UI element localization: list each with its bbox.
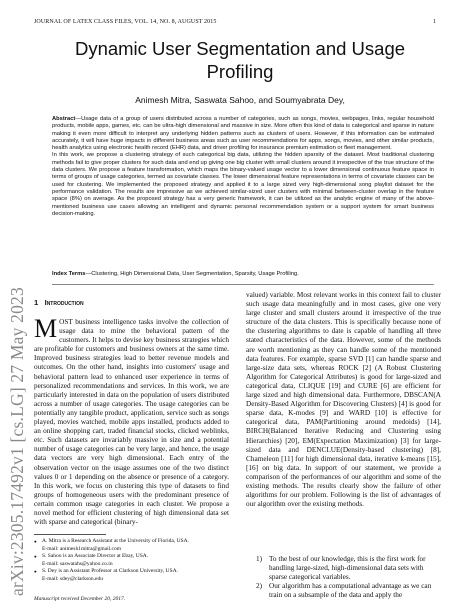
footnote-divider (34, 534, 106, 535)
intro-paragraph: OST business intelligence tasks involve the collection of usage data to mine the behavioral pattern of the customers. It helps to devise key business strategies which are profitable for customers and business owners at the same time. Improved business strategies lead to better revenue models and outcomes. On the other hand, insights into customers' usage and behavioral pattern lead to enhanced user experience in terms of personalized recommendations and services. In this work, we are particularly interested in data on the population of users distributed across a number of usage categories. The usage categories can be potentially any tangible product, application, service such as songs played, movies watched, mobile apps installed, products added to an online shopping cart, traded financial stocks, clicked weblinks, etc. Such datasets are invariably massive in size and a potential number of usage categories can be very large, and hence, the usage data vectors are very high dimensional. Each entry of the observation vector on the usage assumes one of the two distinct values 0 or 1 depending on the absence or presence of a category. In this work, we focus on clustering this type of datasets to find groups of homogeneous users with the predominant presence of certain common usage categories in each cluster. We propose a novel method for efficient clustering of high dimensional data set with sparse and categorical (binary- (34, 318, 229, 527)
left-column (34, 314, 229, 527)
footnote-email[interactable]: E-mail: saswatahs@yahoo.co.in (42, 560, 113, 567)
index-terms (52, 271, 434, 277)
footnote-item (34, 538, 229, 553)
list-item (246, 582, 441, 600)
right-column (246, 291, 441, 509)
section-heading (34, 298, 84, 307)
section-title: Introduction (44, 298, 84, 307)
title-line-1: Dynamic User Segmentation and Usage (74, 38, 406, 59)
index-terms-text: —Clustering, High Dimensional Data, User Segmentation, Sparsity, Usage Profiling. (85, 271, 299, 277)
footnote-email[interactable]: E-mail: animesh1mitra@gmail.com (42, 545, 121, 552)
author-list: Animesh Mitra, Saswata Sahoo, and Soumyabrata Dey, (135, 95, 345, 105)
abstract-paragraph-1: —Usage data of a group of users distributed across a number of categories, such as songs, movies, webpages, links, regular household products, mobile apps, games, etc. can be ultra-high dimensional and massive in size. More often this kind of data is categorical and sparse in nature making it even more difficult to interpret any underlying hidden patterns such as clusters of users. However, if this information can be estimated accurately, it will have huge impacts in different business areas such as user recommendations for apps, songs, movies, and other similar products, health analytics using electronic health record (EHR) data, and driver profiling for insurance premium estimation or fleet management. (52, 116, 434, 152)
footnotes (34, 538, 229, 584)
abstract-divider (52, 284, 434, 285)
drop-cap: M (34, 314, 58, 343)
footnote-email[interactable]: E-mail: sdey@clarkson.edu (42, 575, 103, 582)
bullet-icon: ● (34, 569, 37, 575)
bullet-icon: ● (34, 539, 37, 544)
footnote-affiliation: A. Mitra is a Research Assistant at the University of Florida, USA. (42, 538, 189, 544)
list-number: 2) (255, 582, 262, 591)
list-item (246, 555, 441, 582)
abstract-paragraph-2: In this work, we propose a clustering strategy of such categorical big data, utilizing the hidden sparsity of the dataset. Most traditional clustering methods fail to give proper clusters for such data and end up giving one big cluster with small clusters around it irrespective of the true structure of the data clusters. We propose a feature transformation, which maps the binary-valued usage vector to a lower dimensional continuous feature space in terms of groups of usage categories, termed as covariate classes. The lower dimensional feature representations in terms of covariate classes can be used for clustering. We implemented the proposed strategy and applied it to a large sized very high-dimensional song playlist dataset for the performance validation. The results are impressive as we achieved similar-sized user clusters with minimal between-cluster overlap in the feature space (8%) on average. As the proposed strategy has a very generic framework, it can be utilized as the analytic engine of many of the above-mentioned business use cases allowing an intelligent and dynamic personal recommendation system or a support system for smart business decision-making. (52, 152, 434, 217)
title-line-2: Profiling (206, 61, 274, 82)
section-number: 1 (34, 298, 39, 307)
footnote-item (34, 553, 229, 568)
list-text: To the best of our knowledge, this is the first work for handling large-sized, high-dimensional data sets with sparse categorical variables. (269, 555, 426, 582)
list-number: 1) (255, 555, 262, 563)
abstract-label: Abstract (52, 116, 76, 122)
index-terms-label: Index Terms (52, 271, 86, 277)
footnote-affiliation: S. Dey is an Assistant Professor at Clarkson University, USA. (42, 568, 178, 575)
journal-header: JOURNAL OF LATEX CLASS FILES, VOL. 14, NO. 8, AUGUST 2015 (34, 19, 217, 25)
arxiv-stamp[interactable]: arXiv:2305.17492v1 [cs.LG] 27 May 2023 (7, 287, 27, 596)
list-text: Our algorithm has a computational advantage as we can train on a subsample of the data and apply the (269, 582, 432, 600)
footnote-item (34, 568, 229, 583)
page-number: 1 (433, 19, 436, 25)
paper-title (40, 37, 440, 83)
manuscript-received: Manuscript received December 20, 2017. (34, 596, 126, 602)
abstract (52, 116, 434, 218)
body-paragraph: valued) variable. Most relevant works in this context fail to cluster such usage data meaningfully and in most cases, give one very large cluster and small clusters around it irrespective of the true structure of the data clusters. This is specifically because none of the clustering algorithms to date is capable of handling all three stated characteristics of the data. However, some of the methods are worth mentioning as they can handle some of the mentioned data features. For example, sparse SVD [1] can handle sparse and large-size data sets, whereas ROCK [2] (A Robust Clustering Algorithm for Categorical Attributes) is good for large-sized and categorical data, CLIQUE [19] and CURE [6] are efficient for large sized and high dimensional data. Furthermore, DBSCAN(A Density-Based Algorithm for Discovering Clusters) [4] is good for sparse data, K-modes [9] and WARD [10] is effective for categorical data, PAM(Partitioning around medoids) [14], BIRCH(Balanced Iterative Reducing and Clustering using Hierarchies) [20], EM(Expectation Maximization) [3] for large-sized data and DENCLUE(Density-based clustering) [8], Chameleon [11] for high dimensional data, iterative k-means [15], [16] on big data. In support of our statement, we provide a comparison of the performances of our algorithm and some of the existing methods. The results clearly show the failure of other algorithms for our problem. Following is the list of advantages of our algorithm over the existing methods. (246, 291, 441, 509)
bullet-icon: ● (34, 554, 37, 560)
advantages-list (246, 555, 441, 600)
footnote-affiliation: S. Sahoo is an Associate Director at Ebay, USA. (42, 553, 149, 560)
